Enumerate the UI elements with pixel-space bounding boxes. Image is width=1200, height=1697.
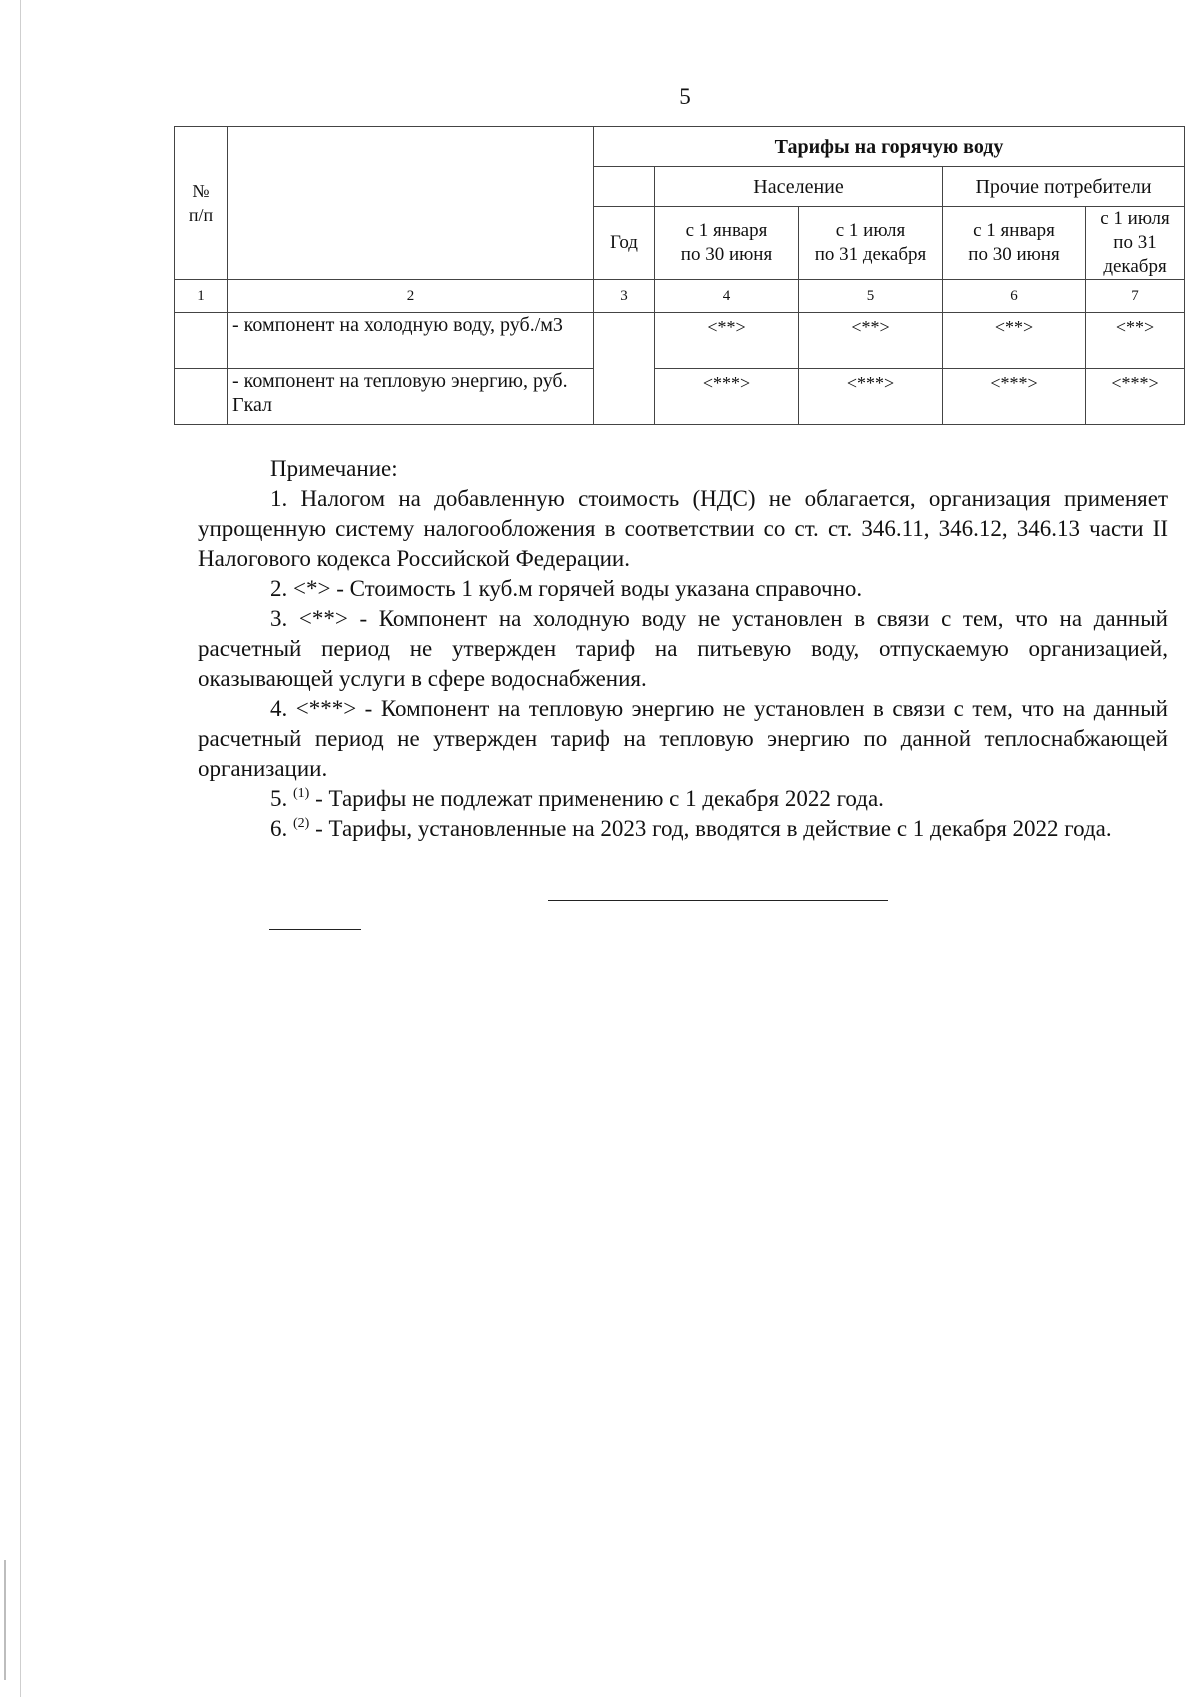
year-group-blank bbox=[594, 167, 655, 207]
row-label: - компонент на холодную воду, руб./м3 bbox=[228, 313, 594, 369]
column-number: 6 bbox=[943, 280, 1086, 313]
year-header: Год bbox=[594, 207, 655, 280]
row-label: - компонент на тепловую энергию, руб. Гкал bbox=[228, 369, 594, 425]
footnote-marker: (2) bbox=[293, 816, 310, 831]
group-others: Прочие потребители bbox=[943, 167, 1185, 207]
col-name-header bbox=[228, 127, 594, 280]
table-row bbox=[175, 369, 1185, 425]
footnote-marker: (1) bbox=[293, 786, 310, 801]
group-population: Население bbox=[655, 167, 943, 207]
end-rule bbox=[548, 900, 888, 901]
page-number: 5 bbox=[679, 84, 691, 109]
value-cell: <***> bbox=[655, 369, 799, 425]
value-cell: <**> bbox=[943, 313, 1086, 369]
period-header: с 1 июля по 31 декабря bbox=[1086, 207, 1185, 280]
main-header: Тарифы на горячую воду bbox=[594, 127, 1185, 167]
value-cell: <**> bbox=[1086, 313, 1185, 369]
column-number: 3 bbox=[594, 280, 655, 313]
note-item bbox=[198, 814, 1168, 844]
notes-section bbox=[198, 454, 1168, 844]
note-item: 4. <***> - Компонент на тепловую энергию не установлен в связи с тем, что на данный расчетный период не утвержден тариф на тепловую энергию по данной теплоснабжающей организации. bbox=[198, 696, 1168, 781]
note-item bbox=[198, 784, 1168, 814]
value-cell: <***> bbox=[799, 369, 943, 425]
note-item: 1. Налогом на добавленную стоимость (НДС) не облагается, организация применяет упрощенную систему налогообложения в соответствии со ст. ст. 346.11, 346.12, 346.13 части II Налогового кодекса Российской Федерации. bbox=[198, 486, 1168, 571]
note-item: 2. <*> - Стоимость 1 куб.м горячей воды указана справочно. bbox=[270, 576, 863, 601]
row-number-cell bbox=[175, 313, 228, 369]
scan-edge bbox=[20, 0, 21, 1697]
note-number: 5. bbox=[270, 786, 288, 811]
value-cell: <**> bbox=[799, 313, 943, 369]
value-cell: <***> bbox=[943, 369, 1086, 425]
note-text: - Тарифы не подлежат применению с 1 декабря 2022 года. bbox=[315, 786, 884, 811]
column-number: 4 bbox=[655, 280, 799, 313]
period-header: с 1 января по 30 июня bbox=[943, 207, 1086, 280]
column-number: 2 bbox=[228, 280, 594, 313]
year-cell bbox=[594, 313, 655, 425]
note-item: 3. <**> - Компонент на холодную воду не установлен в связи с тем, что на данный расчетный период не утвержден тариф на питьевую воду, отпускаемую организацией, оказывающей услуги в сфере водоснабжения. bbox=[198, 606, 1168, 691]
period-header: с 1 июля по 31 декабря bbox=[799, 207, 943, 280]
value-cell: <**> bbox=[655, 313, 799, 369]
value-cell: <***> bbox=[1086, 369, 1185, 425]
scan-edge-mark bbox=[4, 1560, 6, 1680]
note-text: - Тарифы, установленные на 2023 год, вводятся в действие с 1 декабря 2022 года. bbox=[315, 816, 1112, 841]
footnote-rule bbox=[269, 929, 361, 930]
notes-title: Примечание: bbox=[270, 456, 398, 481]
note-number: 6. bbox=[270, 816, 288, 841]
period-header: с 1 января по 30 июня bbox=[655, 207, 799, 280]
col-number-header: № п/п bbox=[175, 127, 228, 280]
tariff-table bbox=[174, 126, 1185, 425]
row-number-cell bbox=[175, 369, 228, 425]
column-number: 1 bbox=[175, 280, 228, 313]
column-number: 5 bbox=[799, 280, 943, 313]
table-row bbox=[175, 313, 1185, 369]
column-number: 7 bbox=[1086, 280, 1185, 313]
